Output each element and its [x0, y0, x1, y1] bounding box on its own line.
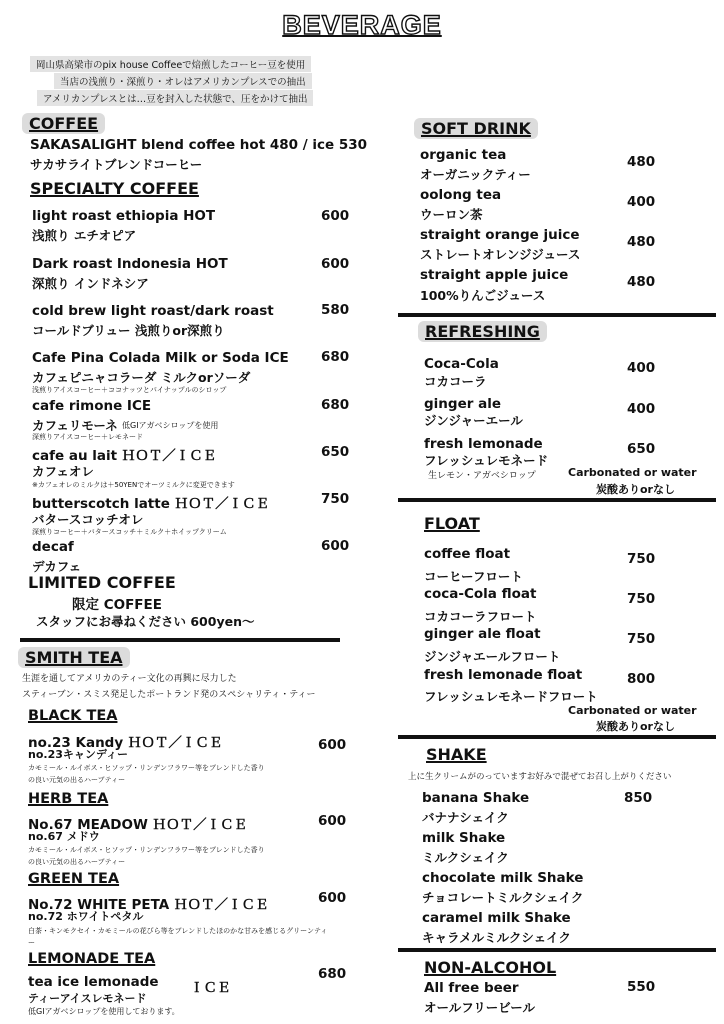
- green-tea-note-1: 白茶・キンモクセイ・カモミールの花びら等をブレンドしたほのかな甘みを感じるグリーンティ: [28, 927, 328, 935]
- specialty-item-5-jp: カフェリモーネ: [32, 418, 118, 433]
- smith-desc-1: 生涯を通してアメリカのティー文化の再興に尽力した: [22, 674, 237, 684]
- specialty-item-4-note: 浅煎りアイスコーヒー＋ココナッツとパイナップルのシロップ: [32, 386, 227, 394]
- black-tea-name: no.23 Kandy ＨＯＴ／ＩＣＥ: [28, 735, 223, 751]
- float-carb-note: Carbonated or water: [568, 704, 697, 717]
- float-item-3-jp: ジンジャエールフロート: [424, 649, 561, 664]
- intro-line-1: 岡山県高梁市のpix house Coffeeで焙煎したコーヒー豆を使用: [30, 56, 311, 72]
- specialty-item-4: Cafe Pina Colada Milk or Soda ICE: [32, 350, 289, 366]
- specialty-item-5-price: 680: [321, 397, 350, 413]
- specialty-item-3: cold brew light roast/dark roast: [32, 303, 274, 319]
- specialty-item-8: decaf: [32, 539, 74, 555]
- specialty-item-7-jp: バタースコッチオレ: [32, 512, 144, 527]
- herb-tea-name: No.67 MEADOW ＨＯＴ／ＩＣＥ: [28, 817, 248, 833]
- specialty-item-5: cafe rimone ICE: [32, 398, 152, 414]
- green-tea-price: 600: [318, 890, 347, 906]
- specialty-item-6-jp: カフェオレ: [32, 464, 94, 479]
- refreshing-carb-note-jp: 炭酸ありorなし: [596, 483, 675, 496]
- specialty-item-1-jp: 浅煎り エチオピア: [32, 228, 137, 243]
- refreshing-item-2-price: 400: [627, 401, 656, 417]
- specialty-item-7-note: 深煎りコーヒー＋バタースコッチ＋ミルク＋ホイップクリーム: [32, 528, 227, 536]
- specialty-item-3-price: 580: [321, 302, 350, 318]
- right-divider-2: [398, 498, 716, 502]
- coffee-item: SAKASALIGHT blend coffee hot 480 / ice 530: [30, 137, 368, 153]
- specialty-item-4-price: 680: [321, 349, 350, 365]
- green-tea-heading: GREEN TEA: [28, 871, 120, 887]
- left-divider: [20, 638, 340, 642]
- soft-item-1-price: 480: [627, 154, 656, 170]
- shake-item-4: caramel milk Shake: [422, 910, 571, 926]
- specialty-item-1-price: 600: [321, 208, 350, 224]
- specialty-item-5-note: 深煎りアイスコーヒー＋レモネード: [32, 433, 144, 441]
- shake-item-3-jp: チョコレートミルクシェイク: [422, 890, 584, 905]
- shake-item-4-jp: キャラメルミルクシェイク: [422, 930, 571, 945]
- shake-item-1: banana Shake: [422, 790, 530, 806]
- specialty-item-6-note: ※カフェオレのミルクは＋50YENでオーツミルクに変更できます: [32, 481, 235, 489]
- float-carb-note-jp: 炭酸ありorなし: [596, 720, 675, 733]
- lemonade-tea-heading: LEMONADE TEA: [28, 951, 156, 967]
- soft-drink-heading: SOFT DRINK: [414, 118, 538, 139]
- coffee-heading: COFFEE: [22, 113, 105, 134]
- refreshing-item-3-price: 650: [627, 441, 656, 457]
- limited-line-2: スタッフにお尋ねください 600yen〜: [36, 614, 255, 629]
- non-alcohol-item: All free beer: [424, 980, 519, 996]
- refreshing-item-3: fresh lemonade: [424, 436, 543, 452]
- float-item-2-jp: コカコーラフロート: [424, 609, 537, 624]
- float-item-1-price: 750: [627, 551, 656, 567]
- soft-item-4-price: 480: [627, 274, 656, 290]
- green-tea-jp: no.72 ホワイトペタル: [28, 910, 144, 923]
- float-item-3: ginger ale float: [424, 626, 541, 642]
- limited-heading: LIMITED COFFEE: [28, 573, 176, 592]
- limited-line-1: 限定 COFFEE: [72, 597, 162, 613]
- black-tea-heading: BLACK TEA: [28, 708, 118, 724]
- intro-line-2: 当店の浅煎り・深煎り・オレはアメリカンプレスでの抽出: [54, 73, 312, 89]
- right-divider-4: [398, 948, 716, 952]
- specialty-item-8-price: 600: [321, 538, 350, 554]
- float-item-3-price: 750: [627, 631, 656, 647]
- specialty-item-7: butterscotch latte ＨＯＴ／ＩＣＥ: [32, 496, 270, 512]
- soft-item-3-price: 480: [627, 234, 656, 250]
- specialty-item-2-jp: 深煎り インドネシア: [32, 276, 149, 291]
- soft-item-3-jp: ストレートオレンジジュース: [420, 247, 581, 262]
- specialty-item-1: light roast ethiopia HOT: [32, 208, 216, 224]
- shake-price: 850: [624, 790, 653, 806]
- page-title: BEVERAGE: [282, 10, 442, 40]
- herb-tea-jp: no.67 メドウ: [28, 830, 100, 843]
- soft-item-1: organic tea: [420, 147, 507, 163]
- float-item-2: coca-Cola float: [424, 586, 537, 602]
- refreshing-carb-note: Carbonated or water: [568, 466, 697, 479]
- float-item-1-jp: コーヒーフロート: [424, 569, 523, 584]
- refreshing-sub-note: 生レモン・アガベシロップ: [428, 471, 536, 481]
- lemonade-tea-price: 680: [318, 966, 347, 982]
- lemonade-tea-name: tea ice lemonade: [28, 974, 159, 990]
- refreshing-item-1-jp: コカコーラ: [424, 374, 487, 389]
- shake-item-2-jp: ミルクシェイク: [422, 850, 509, 865]
- specialty-item-4-jp: カフェピニャコラーダ ミルクorソーダ: [32, 370, 251, 385]
- shake-heading: SHAKE: [426, 745, 487, 764]
- specialty-heading: SPECIALTY COFFEE: [30, 179, 199, 198]
- soft-item-1-jp: オーガニックティー: [420, 167, 531, 182]
- herb-tea-price: 600: [318, 813, 347, 829]
- right-divider-3: [398, 735, 716, 739]
- smith-desc-2: スティーブン・スミス発足したポートランド発のスペシャリティ・ティー: [22, 690, 316, 700]
- lemonade-tea-note: 低GIアガベシロップを使用しております。: [28, 1007, 180, 1016]
- soft-item-2-jp: ウーロン茶: [420, 207, 483, 222]
- refreshing-item-1-price: 400: [627, 360, 656, 376]
- float-item-4-jp: フレッシュレモネードフロート: [424, 689, 598, 704]
- specialty-item-3-jp: コールドブリュー 浅煎りor深煎り: [32, 323, 225, 338]
- specialty-item-6-price: 650: [321, 444, 350, 460]
- herb-tea-note-1: カモミール・ルイボス・ヒソップ・リンデンフラワー等をブレンドした香り: [28, 846, 265, 854]
- herb-tea-note-2: の良い元気の出るハーブティー: [28, 858, 126, 866]
- specialty-item-2: Dark roast Indonesia HOT: [32, 256, 228, 272]
- black-tea-note-1: カモミール・ルイボス・ヒソップ・リンデンフラワー等をブレンドした香り: [28, 764, 265, 772]
- refreshing-item-2: ginger ale: [424, 396, 501, 412]
- herb-tea-heading: HERB TEA: [28, 791, 109, 807]
- specialty-item-2-price: 600: [321, 256, 350, 272]
- shake-note: 上に生クリームがのっていますお好みで混ぜてお召し上がりください: [408, 772, 672, 782]
- refreshing-heading: REFRESHING: [418, 321, 547, 342]
- soft-item-2: oolong tea: [420, 187, 502, 203]
- refreshing-item-1: Coca-Cola: [424, 356, 499, 372]
- shake-item-1-jp: バナナシェイク: [422, 810, 509, 825]
- lemonade-tea-ice: ＩＣＥ: [190, 980, 231, 996]
- specialty-item-5-jp-note: 低GIアガベシロップを使用: [122, 421, 219, 430]
- shake-item-3: chocolate milk Shake: [422, 870, 584, 886]
- green-tea-name: No.72 WHITE PETA ＨＯＴ／ＩＣＥ: [28, 897, 269, 913]
- non-alcohol-item-jp: オールフリービール: [424, 1000, 536, 1015]
- coffee-item-jp: サカサライトブレンドコーヒー: [30, 157, 203, 172]
- shake-item-2: milk Shake: [422, 830, 506, 846]
- black-tea-note-2: の良い元気の出るハーブティー: [28, 776, 126, 784]
- specialty-item-8-jp: デカフェ: [32, 559, 82, 574]
- smith-heading: SMITH TEA: [18, 647, 130, 668]
- black-tea-price: 600: [318, 737, 347, 753]
- refreshing-item-2-jp: ジンジャーエール: [424, 413, 523, 428]
- green-tea-note-2: ー: [28, 939, 35, 947]
- lemonade-tea-jp: ティーアイスレモネード: [28, 992, 147, 1005]
- float-item-4: fresh lemonade float: [424, 667, 583, 683]
- specialty-item-7-price: 750: [321, 491, 350, 507]
- float-item-2-price: 750: [627, 591, 656, 607]
- float-item-1: coffee float: [424, 546, 511, 562]
- soft-item-2-price: 400: [627, 194, 656, 210]
- float-item-4-price: 800: [627, 671, 656, 687]
- specialty-item-6: cafe au lait ＨＯＴ／ＩＣＥ: [32, 448, 217, 464]
- float-heading: FLOAT: [424, 514, 480, 533]
- non-alcohol-heading: NON-ALCOHOL: [424, 958, 557, 977]
- right-divider-1: [398, 313, 716, 317]
- intro-line-3: アメリカンプレスとは…豆を封入した状態で、圧をかけて抽出: [37, 90, 313, 106]
- non-alcohol-price: 550: [627, 979, 656, 995]
- soft-item-4-jp: 100%りんごジュース: [420, 288, 546, 303]
- soft-item-4: straight apple juice: [420, 267, 569, 283]
- refreshing-item-3-jp: フレッシュレモネード: [424, 453, 549, 468]
- soft-item-3: straight orange juice: [420, 227, 580, 243]
- black-tea-jp: no.23キャンディー: [28, 748, 128, 761]
